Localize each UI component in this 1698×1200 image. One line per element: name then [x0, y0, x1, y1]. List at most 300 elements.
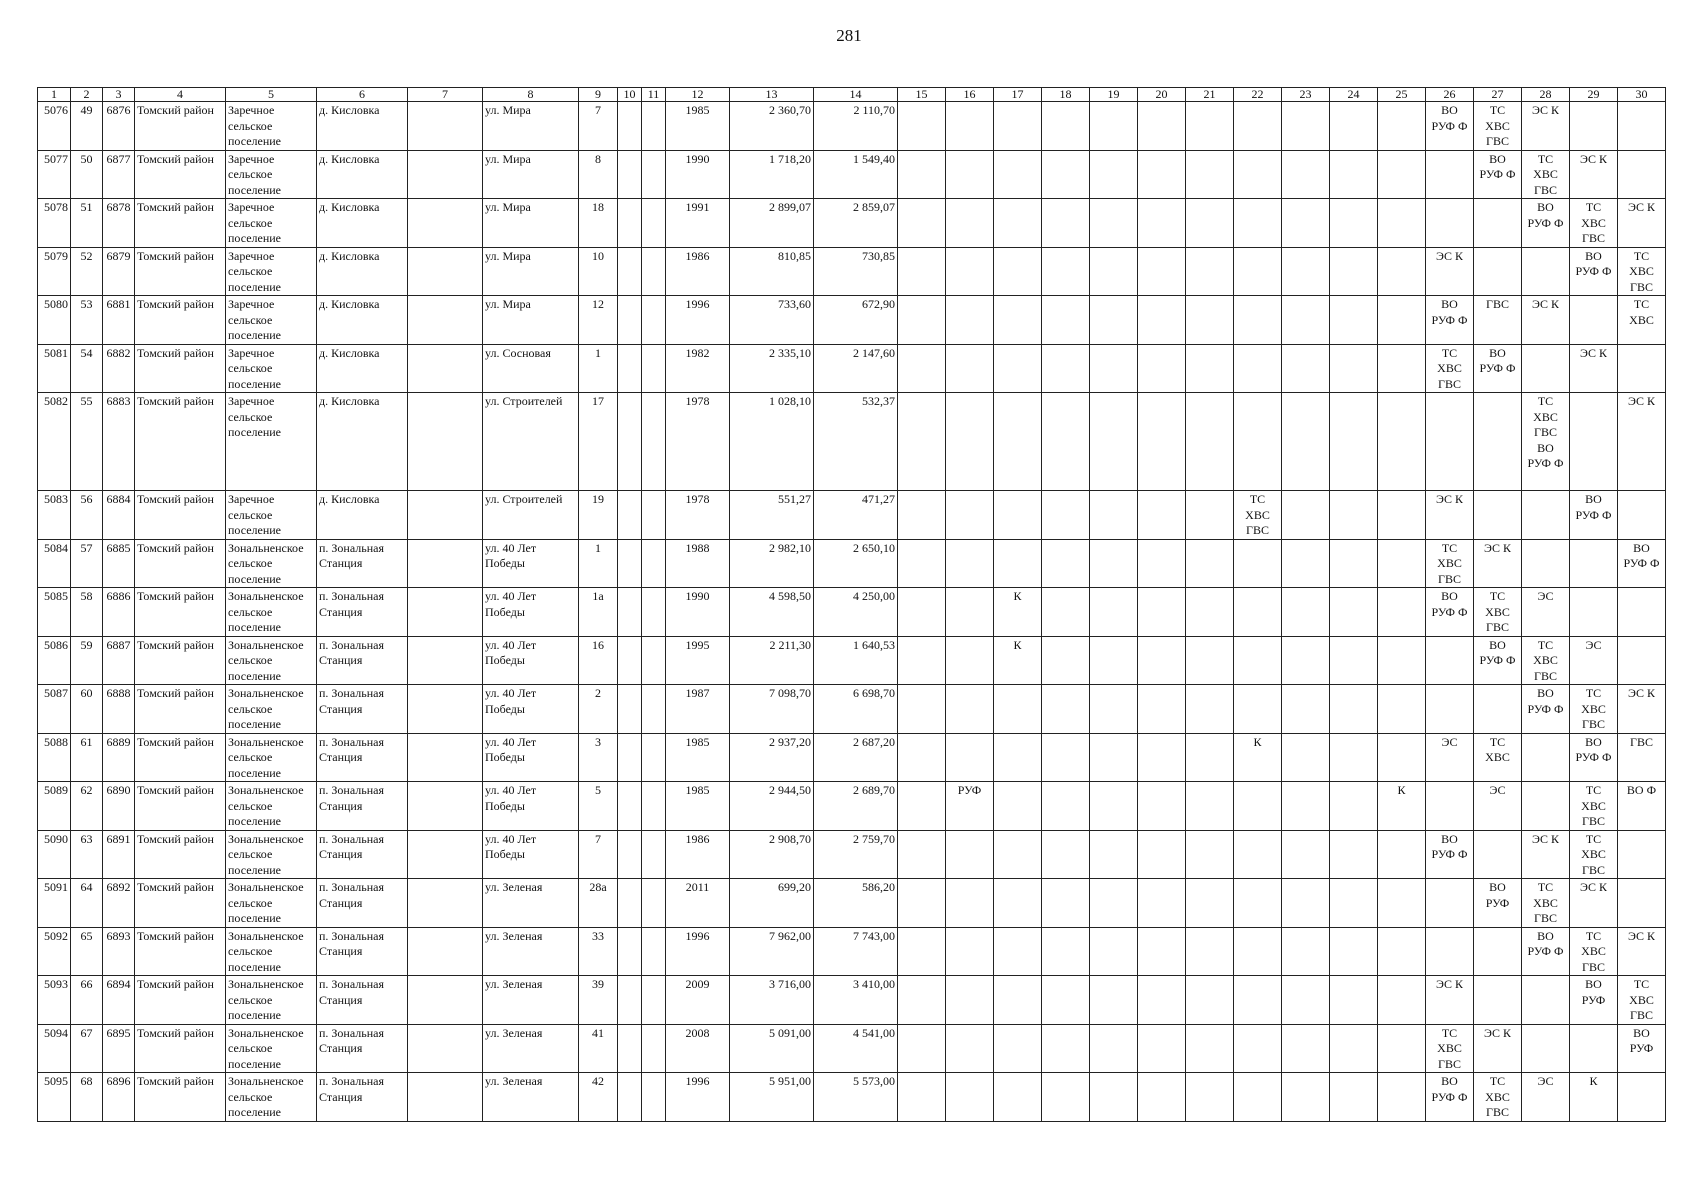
- column-header: 2: [71, 88, 103, 102]
- table-cell: [1378, 588, 1426, 637]
- table-row: [38, 782, 1666, 831]
- column-header: 1: [38, 88, 71, 102]
- table-cell: [1138, 393, 1186, 491]
- table-cell: [1522, 1024, 1570, 1073]
- table-cell: [1090, 782, 1138, 831]
- table-cell: [1138, 927, 1186, 976]
- table-cell: ЭС К: [1426, 976, 1474, 1025]
- table-cell: [642, 296, 666, 345]
- table-cell: 6888: [103, 685, 135, 734]
- table-cell: [1378, 344, 1426, 393]
- table-row: [38, 830, 1666, 879]
- table-cell: [1474, 927, 1522, 976]
- table-cell: ул. Зеленая: [483, 976, 579, 1025]
- table-cell: 65: [71, 927, 103, 976]
- table-cell: [1090, 588, 1138, 637]
- table-cell: ул. Зеленая: [483, 879, 579, 928]
- table-cell: 1985: [666, 102, 730, 151]
- table-cell: 471,27: [814, 491, 898, 540]
- table-cell: 6895: [103, 1024, 135, 1073]
- table-cell: 6882: [103, 344, 135, 393]
- table-cell: [1138, 247, 1186, 296]
- table-cell: 5077: [38, 150, 71, 199]
- table-cell: Томский район: [135, 830, 226, 879]
- table-cell: [1090, 296, 1138, 345]
- table-cell: [1474, 685, 1522, 734]
- table-cell: [1378, 976, 1426, 1025]
- table-cell: [1618, 344, 1666, 393]
- table-cell: [408, 1024, 483, 1073]
- table-cell: [1186, 296, 1234, 345]
- table-cell: Заречное сельское поселение: [226, 199, 317, 248]
- table-cell: [618, 733, 642, 782]
- table-cell: [1330, 102, 1378, 151]
- table-cell: 41: [579, 1024, 618, 1073]
- table-cell: Зональненское сельское поселение: [226, 685, 317, 734]
- table-cell: 6877: [103, 150, 135, 199]
- table-cell: [1426, 879, 1474, 928]
- table-cell: [1138, 1024, 1186, 1073]
- table-cell: [1618, 830, 1666, 879]
- table-cell: [642, 199, 666, 248]
- table-cell: [1282, 344, 1330, 393]
- table-cell: ВО РУФ Ф: [1522, 685, 1570, 734]
- table-cell: [1426, 150, 1474, 199]
- table-cell: [946, 588, 994, 637]
- table-cell: [1378, 199, 1426, 248]
- table-cell: [1426, 636, 1474, 685]
- table-cell: [1234, 199, 1282, 248]
- table-cell: ул. 40 Лет Победы: [483, 539, 579, 588]
- table-cell: 33: [579, 927, 618, 976]
- table-cell: [1330, 782, 1378, 831]
- table-cell: [618, 976, 642, 1025]
- table-cell: ТС ХВС ГВС: [1570, 782, 1618, 831]
- table-cell: 2 360,70: [730, 102, 814, 151]
- table-cell: [1090, 491, 1138, 540]
- table-cell: [618, 247, 642, 296]
- table-cell: 5089: [38, 782, 71, 831]
- table-cell: ВО РУФ Ф: [1474, 150, 1522, 199]
- table-cell: 1995: [666, 636, 730, 685]
- table-cell: [994, 393, 1042, 491]
- table-cell: п. Зональная Станция: [317, 879, 408, 928]
- table-cell: 1: [579, 539, 618, 588]
- table-cell: 7 962,00: [730, 927, 814, 976]
- table-cell: 67: [71, 1024, 103, 1073]
- table-cell: ЭС: [1426, 733, 1474, 782]
- table-cell: 53: [71, 296, 103, 345]
- table-cell: [994, 150, 1042, 199]
- table-cell: 1986: [666, 247, 730, 296]
- table-cell: 2 944,50: [730, 782, 814, 831]
- table-cell: 2008: [666, 1024, 730, 1073]
- table-cell: [1378, 733, 1426, 782]
- table-cell: ВО РУФ Ф: [1426, 102, 1474, 151]
- table-cell: Заречное сельское поселение: [226, 296, 317, 345]
- table-cell: ул. Мира: [483, 102, 579, 151]
- table-cell: 810,85: [730, 247, 814, 296]
- table-cell: [898, 102, 946, 151]
- table-cell: ТС ХВС ГВС: [1474, 1073, 1522, 1122]
- table-cell: [408, 1073, 483, 1122]
- table-cell: 1996: [666, 927, 730, 976]
- table-row: [38, 636, 1666, 685]
- table-cell: 54: [71, 344, 103, 393]
- column-header: 28: [1522, 88, 1570, 102]
- table-cell: 5084: [38, 539, 71, 588]
- table-cell: [898, 199, 946, 248]
- table-cell: Томский район: [135, 588, 226, 637]
- table-cell: [618, 636, 642, 685]
- table-cell: [1522, 782, 1570, 831]
- table-cell: [1090, 1024, 1138, 1073]
- table-cell: 2011: [666, 879, 730, 928]
- table-cell: [946, 830, 994, 879]
- table-cell: ТС ХВС: [1618, 296, 1666, 345]
- table-cell: п. Зональная Станция: [317, 1024, 408, 1073]
- table-cell: [1234, 344, 1282, 393]
- table-cell: [618, 685, 642, 734]
- table-cell: 6891: [103, 830, 135, 879]
- table-cell: Томский район: [135, 539, 226, 588]
- column-header: 17: [994, 88, 1042, 102]
- table-cell: [1042, 1073, 1090, 1122]
- table-cell: Зональненское сельское поселение: [226, 879, 317, 928]
- table-cell: 5090: [38, 830, 71, 879]
- table-cell: [618, 491, 642, 540]
- table-cell: Томский район: [135, 491, 226, 540]
- table-cell: [1090, 344, 1138, 393]
- table-cell: Томский район: [135, 344, 226, 393]
- table-cell: [1042, 102, 1090, 151]
- table-cell: [1330, 199, 1378, 248]
- table-cell: [1042, 1024, 1090, 1073]
- table-cell: [1138, 782, 1186, 831]
- table-cell: [946, 685, 994, 734]
- table-cell: Зональненское сельское поселение: [226, 830, 317, 879]
- table-cell: [946, 102, 994, 151]
- table-cell: [994, 830, 1042, 879]
- table-cell: [1330, 879, 1378, 928]
- table-cell: 3: [579, 733, 618, 782]
- table-cell: [642, 344, 666, 393]
- table-cell: ул. 40 Лет Победы: [483, 830, 579, 879]
- table-cell: 2 687,20: [814, 733, 898, 782]
- table-cell: [946, 927, 994, 976]
- table-cell: [1234, 636, 1282, 685]
- table-cell: [994, 344, 1042, 393]
- table-cell: ВО РУФ Ф: [1570, 491, 1618, 540]
- table-row: [38, 685, 1666, 734]
- table-cell: [1330, 733, 1378, 782]
- table-cell: [1330, 927, 1378, 976]
- table-cell: 5080: [38, 296, 71, 345]
- table-cell: [1234, 976, 1282, 1025]
- table-cell: ВО РУФ Ф: [1426, 296, 1474, 345]
- table-cell: 5088: [38, 733, 71, 782]
- table-cell: 2 689,70: [814, 782, 898, 831]
- table-cell: 5091: [38, 879, 71, 928]
- table-cell: К: [1234, 733, 1282, 782]
- table-cell: п. Зональная Станция: [317, 782, 408, 831]
- table-cell: [1138, 539, 1186, 588]
- table-cell: 3 716,00: [730, 976, 814, 1025]
- table-cell: [1090, 636, 1138, 685]
- column-header: 3: [103, 88, 135, 102]
- table-cell: ул. Мира: [483, 247, 579, 296]
- table-cell: [1138, 636, 1186, 685]
- table-cell: ВО РУФ Ф: [1426, 830, 1474, 879]
- table-cell: [1618, 150, 1666, 199]
- table-cell: [1138, 344, 1186, 393]
- table-cell: ГВС: [1618, 733, 1666, 782]
- table-cell: [1138, 199, 1186, 248]
- table-cell: [898, 879, 946, 928]
- table-cell: [1186, 976, 1234, 1025]
- table-cell: [618, 102, 642, 151]
- table-cell: 5086: [38, 636, 71, 685]
- table-cell: ВО РУФ Ф: [1426, 588, 1474, 637]
- column-header: 27: [1474, 88, 1522, 102]
- table-cell: Томский район: [135, 782, 226, 831]
- column-header: 13: [730, 88, 814, 102]
- table-cell: ЭС К: [1426, 247, 1474, 296]
- table-cell: 3 410,00: [814, 976, 898, 1025]
- table-cell: 42: [579, 1073, 618, 1122]
- table-cell: 1978: [666, 491, 730, 540]
- table-cell: [1042, 830, 1090, 879]
- table-row: [38, 344, 1666, 393]
- table-cell: [1234, 150, 1282, 199]
- table-cell: [1234, 247, 1282, 296]
- table-cell: ул. 40 Лет Победы: [483, 782, 579, 831]
- table-cell: [618, 296, 642, 345]
- table-cell: [994, 102, 1042, 151]
- table-cell: 16: [579, 636, 618, 685]
- table-cell: [408, 830, 483, 879]
- table-cell: [1186, 102, 1234, 151]
- table-cell: [1618, 491, 1666, 540]
- table-cell: ВО РУФ: [1618, 1024, 1666, 1073]
- table-cell: [618, 344, 642, 393]
- table-cell: ЭС К: [1522, 102, 1570, 151]
- table-cell: ВО РУФ Ф: [1474, 636, 1522, 685]
- table-cell: [898, 830, 946, 879]
- table-cell: Зональненское сельское поселение: [226, 733, 317, 782]
- table-cell: [1522, 733, 1570, 782]
- table-cell: 1: [579, 344, 618, 393]
- table-cell: [408, 296, 483, 345]
- table-cell: 63: [71, 830, 103, 879]
- header-row: [38, 88, 1666, 102]
- table-cell: ЭС К: [1570, 879, 1618, 928]
- table-cell: [408, 539, 483, 588]
- table-cell: [1282, 1024, 1330, 1073]
- table-cell: [1138, 976, 1186, 1025]
- table-cell: [618, 199, 642, 248]
- table-cell: 672,90: [814, 296, 898, 345]
- table-cell: ул. 40 Лет Победы: [483, 636, 579, 685]
- table-cell: ул. Сосновая: [483, 344, 579, 393]
- table-cell: 5095: [38, 1073, 71, 1122]
- table-row: [38, 393, 1666, 491]
- table-cell: [898, 393, 946, 491]
- table-cell: [408, 685, 483, 734]
- table-cell: Томский район: [135, 879, 226, 928]
- table-cell: [408, 733, 483, 782]
- table-cell: К: [994, 588, 1042, 637]
- table-cell: [994, 1024, 1042, 1073]
- table-cell: [946, 976, 994, 1025]
- table-cell: 5: [579, 782, 618, 831]
- table-cell: [1186, 588, 1234, 637]
- table-cell: 1а: [579, 588, 618, 637]
- table-cell: [1090, 976, 1138, 1025]
- table-cell: 50: [71, 150, 103, 199]
- table-cell: [642, 150, 666, 199]
- table-cell: Заречное сельское поселение: [226, 393, 317, 491]
- table-cell: 52: [71, 247, 103, 296]
- table-cell: [1330, 247, 1378, 296]
- table-cell: ВО РУФ Ф: [1522, 927, 1570, 976]
- table-cell: [642, 102, 666, 151]
- table-cell: Томский район: [135, 150, 226, 199]
- column-header: 19: [1090, 88, 1138, 102]
- table-cell: 60: [71, 685, 103, 734]
- table-cell: [642, 976, 666, 1025]
- table-cell: 7: [579, 830, 618, 879]
- table-cell: [1090, 879, 1138, 928]
- table-cell: 19: [579, 491, 618, 540]
- table-row: [38, 150, 1666, 199]
- table-cell: [946, 879, 994, 928]
- table-cell: [642, 247, 666, 296]
- table-cell: [1474, 199, 1522, 248]
- table-cell: [1570, 1024, 1618, 1073]
- table-cell: [1042, 685, 1090, 734]
- table-cell: д. Кисловка: [317, 296, 408, 345]
- table-cell: [1522, 539, 1570, 588]
- table-cell: [994, 491, 1042, 540]
- table-cell: д. Кисловка: [317, 344, 408, 393]
- table-cell: [1186, 199, 1234, 248]
- table-cell: ТС ХВС: [1474, 733, 1522, 782]
- table-row: [38, 879, 1666, 928]
- table-cell: [1378, 927, 1426, 976]
- table-cell: 2 759,70: [814, 830, 898, 879]
- table-cell: [1138, 733, 1186, 782]
- table-cell: [1570, 588, 1618, 637]
- table-cell: [1282, 102, 1330, 151]
- column-header: 8: [483, 88, 579, 102]
- table-cell: д. Кисловка: [317, 102, 408, 151]
- table-cell: [994, 782, 1042, 831]
- table-cell: [1234, 393, 1282, 491]
- table-cell: 2 859,07: [814, 199, 898, 248]
- table-cell: 2 147,60: [814, 344, 898, 393]
- table-cell: [1522, 247, 1570, 296]
- table-cell: 2 899,07: [730, 199, 814, 248]
- table-cell: д. Кисловка: [317, 199, 408, 248]
- table-cell: Томский район: [135, 685, 226, 734]
- table-cell: [618, 539, 642, 588]
- table-cell: [408, 247, 483, 296]
- table-cell: ТС ХВС ГВС: [1522, 879, 1570, 928]
- table-cell: 10: [579, 247, 618, 296]
- table-cell: [1090, 1073, 1138, 1122]
- table-cell: ЭС К: [1618, 199, 1666, 248]
- table-cell: 7 743,00: [814, 927, 898, 976]
- table-cell: [1090, 539, 1138, 588]
- table-cell: [898, 247, 946, 296]
- table-cell: [1282, 393, 1330, 491]
- table-row: [38, 247, 1666, 296]
- table-cell: [946, 393, 994, 491]
- table-cell: 5085: [38, 588, 71, 637]
- table-cell: ТС ХВС ГВС: [1618, 247, 1666, 296]
- table-cell: [1522, 491, 1570, 540]
- table-cell: [1378, 247, 1426, 296]
- table-row: [38, 539, 1666, 588]
- table-cell: 6876: [103, 102, 135, 151]
- table-cell: [1426, 393, 1474, 491]
- table-cell: 1990: [666, 588, 730, 637]
- table-cell: ЭС К: [1618, 393, 1666, 491]
- table-cell: [994, 296, 1042, 345]
- table-row: [38, 733, 1666, 782]
- table-cell: [994, 1073, 1042, 1122]
- table-cell: ВО РУФ Ф: [1522, 199, 1570, 248]
- table-cell: [642, 393, 666, 491]
- table-cell: 2 650,10: [814, 539, 898, 588]
- table-cell: [994, 539, 1042, 588]
- table-cell: 1 718,20: [730, 150, 814, 199]
- table-cell: ТС ХВС ГВС: [1426, 1024, 1474, 1073]
- table-cell: 1982: [666, 344, 730, 393]
- table-cell: [1234, 927, 1282, 976]
- table-cell: [1378, 685, 1426, 734]
- table-cell: [408, 393, 483, 491]
- table-cell: [618, 393, 642, 491]
- table-cell: [618, 150, 642, 199]
- table-cell: 6896: [103, 1073, 135, 1122]
- table-cell: 6894: [103, 976, 135, 1025]
- table-cell: 6892: [103, 879, 135, 928]
- table-cell: 4 598,50: [730, 588, 814, 637]
- table-cell: [1378, 296, 1426, 345]
- table-cell: 18: [579, 199, 618, 248]
- table-cell: [946, 296, 994, 345]
- table-cell: ТС ХВС ГВС: [1618, 976, 1666, 1025]
- table-cell: [618, 588, 642, 637]
- table-cell: [1618, 636, 1666, 685]
- table-cell: [1138, 685, 1186, 734]
- table-cell: 6885: [103, 539, 135, 588]
- table-cell: [1090, 199, 1138, 248]
- table-cell: [898, 344, 946, 393]
- table-cell: 1 028,10: [730, 393, 814, 491]
- table-cell: 5 951,00: [730, 1073, 814, 1122]
- table-cell: 5079: [38, 247, 71, 296]
- table-cell: [1474, 830, 1522, 879]
- table-cell: 6878: [103, 199, 135, 248]
- table-cell: [408, 102, 483, 151]
- table-cell: [1138, 296, 1186, 345]
- table-cell: [1330, 344, 1378, 393]
- table-cell: [1042, 393, 1090, 491]
- table-cell: ул. Мира: [483, 296, 579, 345]
